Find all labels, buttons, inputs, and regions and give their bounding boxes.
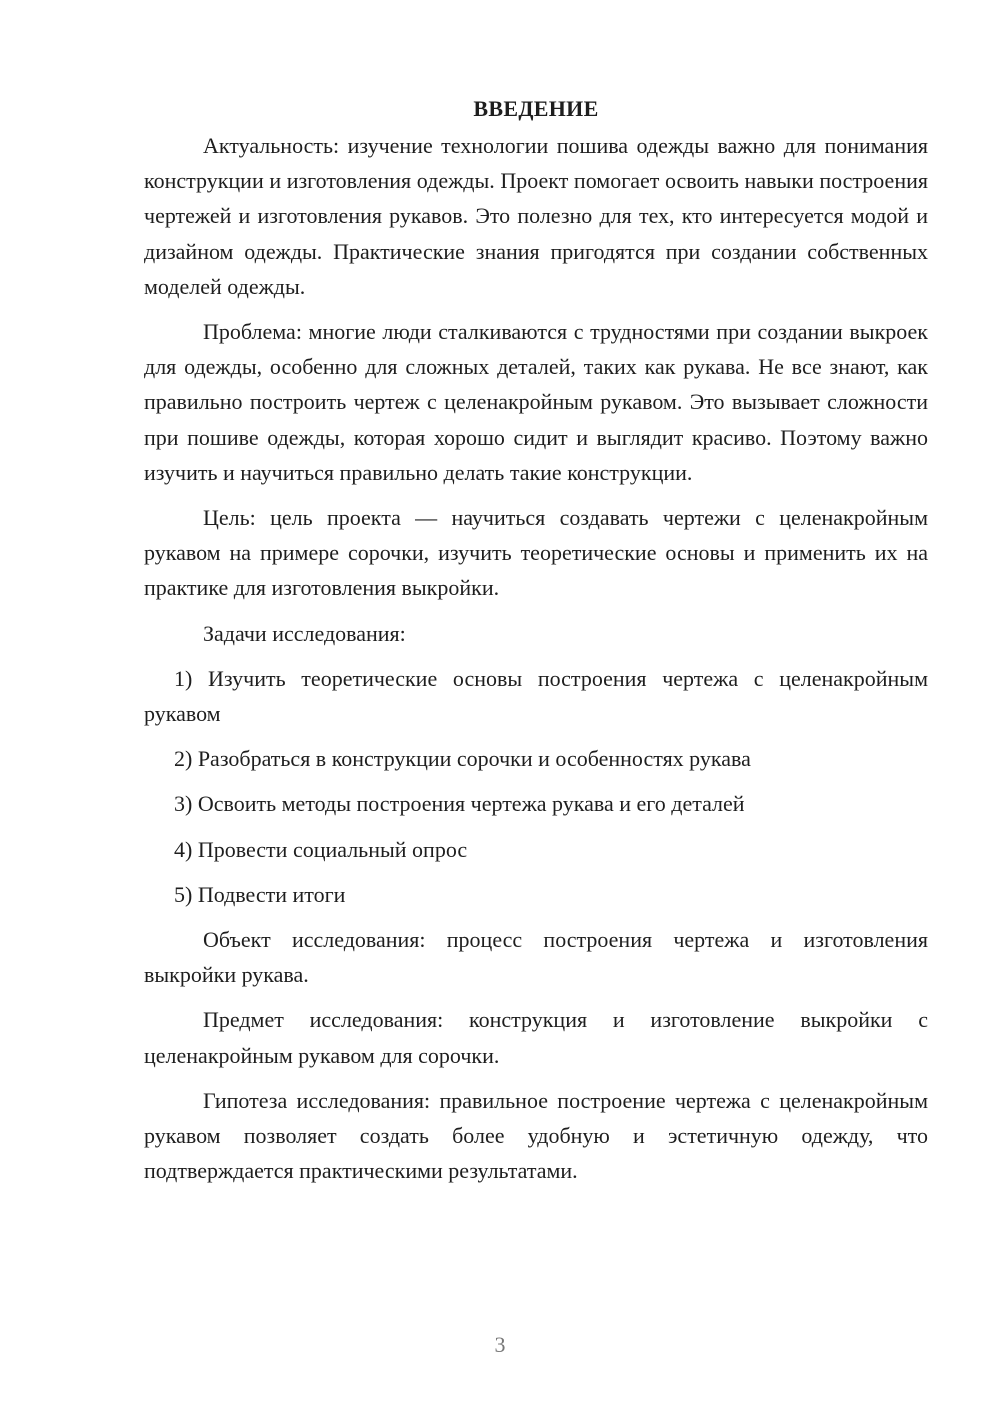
task-item: 5) Подвести итоги — [174, 881, 346, 907]
page-number: 3 — [494, 1332, 506, 1357]
task-item: 3) Освоить методы построения чертежа рукава и его деталей — [174, 791, 745, 817]
paragraph-tasks-heading: Задачи исследования: — [203, 620, 406, 646]
document-page — [144, 92, 928, 1188]
paragraph-subject: Предмет исследования: конструкция и изготовление выкройки с целенакройным рукавом для сорочки. — [144, 1007, 928, 1068]
task-item: 4) Провести социальный опрос — [174, 836, 468, 862]
task-item: 1) Изучить теоретические основы построения чертежа с целенакройным рукавом — [144, 665, 928, 727]
paragraph-hypothesis: Гипотеза исследования: правильное построение чертежа с целенакройным рукавом позволяет создать более удобную и эстетичную одежду, что подтверждается практическими результатами. — [144, 1087, 928, 1184]
paragraph-object: Объект исследования: процесс построения чертежа и изготовления выкройки рукава. — [144, 927, 928, 988]
task-item: 2) Разобраться в конструкции сорочки и особенностях рукава — [174, 746, 751, 772]
paragraph-goal: Цель: цель проекта — научиться создавать чертежи с целенакройным рукавом на примере сорочки, изучить теоретические основы и применить их на практике для изготовления выкройки. — [144, 505, 928, 601]
paragraph-problem: Проблема: многие люди сталкиваются с трудностями при создании выкроек для одежды, особенно для сложных деталей, таких как рукава. Не все знают, как правильно построить чертеж с целенакройным рукавом. Это вызывает сложности при пошиве одежды, которая хорошо сидит и выглядит красиво. Поэтому важно изучить и научиться правильно делать такие конструкции. — [144, 319, 928, 485]
section-title: ВВЕДЕНИЕ — [473, 96, 599, 121]
paragraph-relevance: Актуальность: изучение технологии пошива одежды важно для понимания конструкции и изготовления одежды. Проект помогает освоить навыки построения чертежей и изготовления рукавов. Это полезно для тех, кто интересуется модой и дизайном одежды. Практические знания пригодятся при создании собственных моделей одежды. — [144, 133, 928, 299]
